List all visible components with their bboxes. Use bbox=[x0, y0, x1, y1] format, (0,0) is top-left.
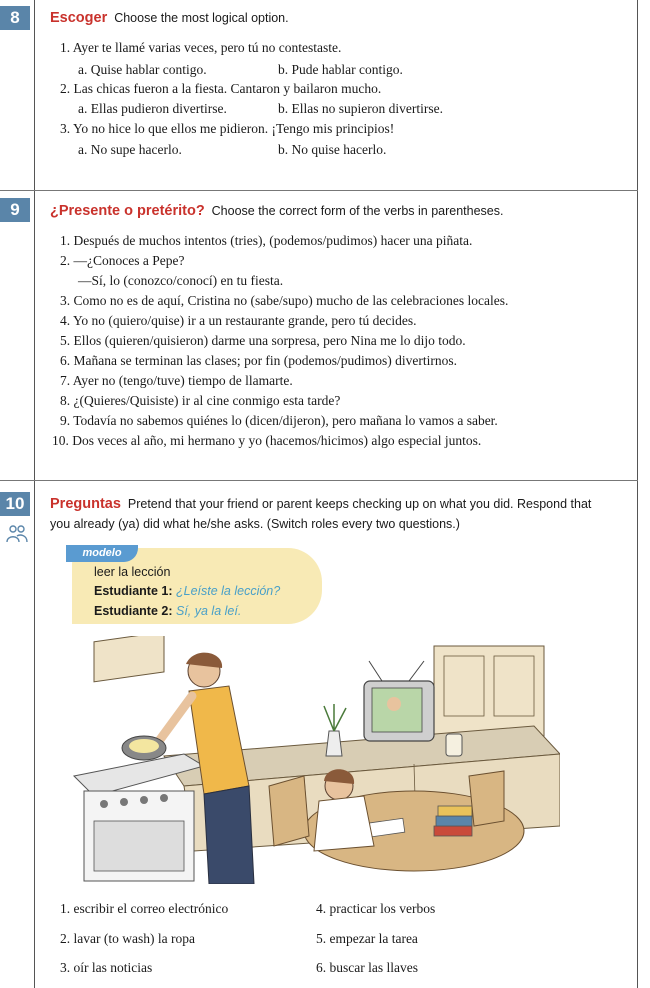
kitchen-illustration bbox=[64, 636, 560, 884]
modelo-tab: modelo bbox=[66, 545, 138, 562]
exercise-9-instruction: Choose the correct form of the verbs in parentheses. bbox=[211, 204, 504, 218]
ex8-q2: 2. Las chicas fueron a la fiesta. Cantaron y bailaron mucho. bbox=[60, 81, 382, 96]
ex10-item-5: 5. empezar la tarea bbox=[316, 931, 418, 946]
exercise-9-number: 9 bbox=[0, 198, 30, 222]
exercise-9-heading bbox=[50, 203, 503, 219]
ex8-q2-b: b. Ellas no supieron divertirse. bbox=[278, 101, 443, 116]
ex10-item-4: 4. practicar los verbos bbox=[316, 901, 436, 916]
modelo-student-1 bbox=[94, 584, 280, 599]
ex9-item-9: 9. Todavía no sabemos quiénes lo (dicen/dijeron), pero mañana lo vamos a saber. bbox=[60, 413, 498, 428]
ex10-item-6: 6. buscar las llaves bbox=[316, 960, 418, 975]
modelo-prompt: leer la lección bbox=[94, 565, 171, 579]
exercise-10-instruction-2: you already (ya) did what he/she asks. (Switch roles every two questions.) bbox=[50, 517, 460, 531]
exercise-10-instruction-1: Pretend that your friend or parent keeps checking up on what you did. Respond that bbox=[127, 497, 592, 511]
exercise-10-title: Preguntas bbox=[50, 496, 121, 512]
ex9-item-6: 6. Mañana se terminan las clases; por fin (podemos/pudimos) divertirnos. bbox=[60, 353, 458, 368]
exercise-8-heading bbox=[50, 10, 289, 26]
exercise-10-heading bbox=[50, 496, 591, 512]
modelo-s2-text: Sí, ya la leí. bbox=[175, 604, 242, 618]
ex9-item-7: 7. Ayer no (tengo/tuve) tiempo de llamarte. bbox=[60, 373, 293, 388]
ex10-item-3: 3. oír las noticias bbox=[60, 960, 153, 975]
pair-work-icon bbox=[6, 525, 28, 543]
modelo-student-2 bbox=[94, 604, 241, 619]
left-rule bbox=[34, 0, 35, 988]
modelo-s1-label: Estudiante 1: bbox=[94, 584, 173, 598]
divider-9-10 bbox=[0, 480, 638, 481]
ex9-item-8: 8. ¿(Quieres/Quisiste) ir al cine conmigo esta tarde? bbox=[60, 393, 341, 408]
ex9-item-2b: —Sí, lo (conozco/conocí) en tu fiesta. bbox=[78, 273, 284, 288]
ex9-item-1: 1. Después de muchos intentos (tries), (podemos/pudimos) hacer una piñata. bbox=[60, 233, 473, 248]
ex8-q3-a: a. No supe hacerlo. bbox=[78, 142, 182, 157]
exercise-8-title: Escoger bbox=[50, 10, 108, 26]
exercise-10-number: 10 bbox=[0, 492, 30, 516]
ex9-item-3: 3. Como no es de aquí, Cristina no (sabe/supo) mucho de las celebraciones locales. bbox=[60, 293, 509, 308]
ex10-item-1: 1. escribir el correo electrónico bbox=[60, 901, 229, 916]
modelo-s2-label: Estudiante 2: bbox=[94, 604, 173, 618]
modelo-s1-text: ¿Leíste la lección? bbox=[175, 584, 281, 598]
ex8-q3: 3. Yo no hice lo que ellos me pidieron. ¡Tengo mis principios! bbox=[60, 121, 395, 136]
ex8-q1-b: b. Pude hablar contigo. bbox=[278, 62, 403, 77]
right-rule bbox=[637, 0, 638, 988]
exercise-8-number: 8 bbox=[0, 6, 30, 30]
exercise-9-title: ¿Presente o pretérito? bbox=[50, 203, 205, 219]
exercise-8-instruction: Choose the most logical option. bbox=[114, 11, 289, 25]
ex9-item-10: 10. Dos veces al año, mi hermano y yo (hacemos/hicimos) algo especial juntos. bbox=[52, 433, 482, 448]
ex8-q3-b: b. No quise hacerlo. bbox=[278, 142, 387, 157]
ex9-item-4: 4. Yo no (quiero/quise) ir a un restaurante grande, pero tú decides. bbox=[60, 313, 417, 328]
divider-8-9 bbox=[0, 190, 638, 191]
ex8-q1-a: a. Quise hablar contigo. bbox=[78, 62, 207, 77]
ex8-q1: 1. Ayer te llamé varias veces, pero tú no contestaste. bbox=[60, 40, 342, 55]
ex8-q2-a: a. Ellas pudieron divertirse. bbox=[78, 101, 227, 116]
ex9-item-2: 2. —¿Conoces a Pepe? bbox=[60, 253, 185, 268]
ex10-item-2: 2. lavar (to wash) la ropa bbox=[60, 931, 195, 946]
ex9-item-5: 5. Ellos (quieren/quisieron) darme una sorpresa, pero Nina me lo dijo todo. bbox=[60, 333, 466, 348]
